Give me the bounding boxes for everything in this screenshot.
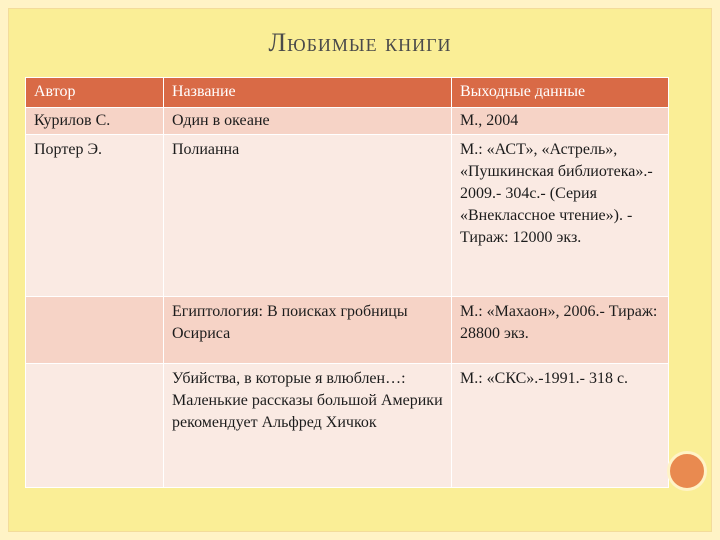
cell-author: Курилов С.	[26, 108, 164, 135]
cell-title: Один в океане	[164, 108, 452, 135]
cell-title: Убийства, в которые я влюблен…: Маленькие рассказы большой Америки рекомендует Альфред Хичкок	[164, 364, 452, 488]
decorative-circle	[667, 451, 707, 491]
cell-publication: М., 2004	[452, 108, 669, 135]
books-table	[25, 77, 669, 488]
cell-publication: М.: «СКС».-1991.- 318 с.	[452, 364, 669, 488]
table-row	[26, 108, 669, 135]
header-publication: Выходные данные	[452, 78, 669, 108]
cell-author	[26, 297, 164, 364]
cell-title: Египтология: В поисках гробницы Осириса	[164, 297, 452, 364]
cell-author: Портер Э.	[26, 135, 164, 297]
header-author: Автор	[26, 78, 164, 108]
cell-publication: М.: «Махаон», 2006.- Тираж: 28800 экз.	[452, 297, 669, 364]
cell-title: Полианна	[164, 135, 452, 297]
table-row	[26, 364, 669, 488]
cell-publication: М.: «АСТ», «Астрель», «Пушкинская библиотека».- 2009.- 304с.- (Серия «Внеклассное чтение»). - Тираж: 12000 экз.	[452, 135, 669, 297]
header-title: Название	[164, 78, 452, 108]
page-title: Любимые книги	[268, 28, 452, 57]
table-row	[26, 135, 669, 297]
cell-author	[26, 364, 164, 488]
table-row	[26, 297, 669, 364]
table-header-row	[26, 78, 669, 108]
